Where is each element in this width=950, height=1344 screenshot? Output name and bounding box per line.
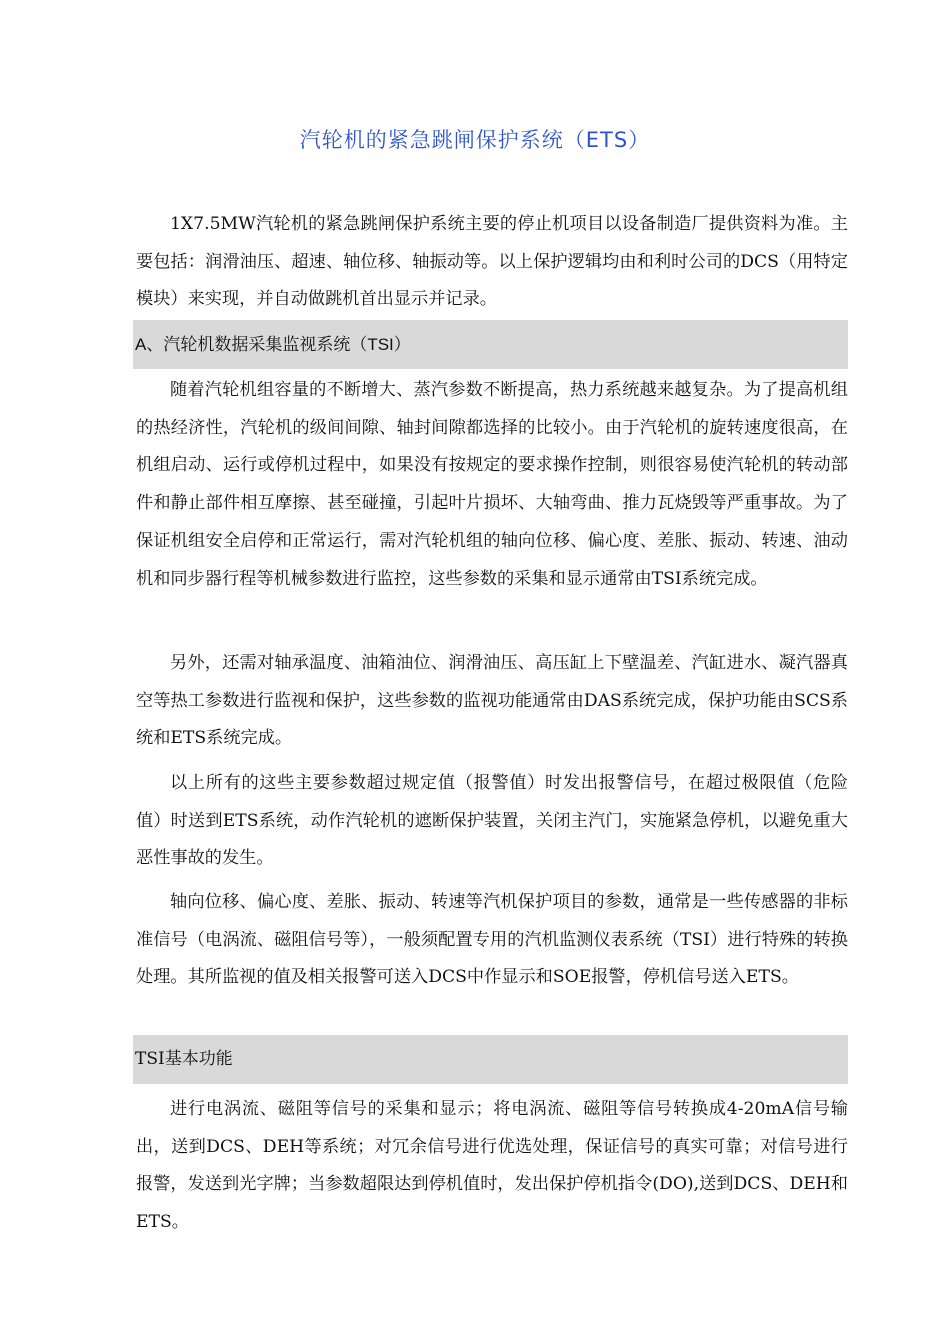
paragraph-4: 轴向位移、偏心度、差胀、振动、转速等汽机保护项目的参数，通常是一些传感器的非标准信号（电涡流、磁阻信号等），一般须配置专用的汽机监测仪表系统（TSI）进行特殊的转换处理。其所监视的值及相关报警可送入DCS中作显示和SOE报警，停机信号送入ETS。 xyxy=(136,892,848,988)
paragraph-3: 以上所有的这些主要参数超过规定值（报警值）时发出报警信号，在超过极限值（危险值）时送到ETS系统，动作汽轮机的遮断保护装置，关闭主汽门，实施紧急停机，以避免重大恶性事故的发生。 xyxy=(136,773,848,869)
section-heading-a-text: A、汽轮机数据采集监视系统（TSI） xyxy=(135,335,411,354)
section-heading-b-text: TSI基本功能 xyxy=(135,1049,233,1069)
section-heading-a xyxy=(133,320,848,369)
paragraph-5: 进行电涡流、磁阻等信号的采集和显示；将电涡流、磁阻等信号转换成4-20mA信号输出，送到DCS、DEH等系统；对冗余信号进行优选处理，保证信号的真实可靠；对信号进行报警，发送到光字牌；当参数超限达到停机值时，发出保护停机指令(DO),送到DCS、DEH和ETS。 xyxy=(136,1099,848,1233)
paragraph-2: 另外，还需对轴承温度、油箱油位、润滑油压、高压缸上下壁温差、汽缸进水、凝汽器真空等热工参数进行监视和保护，这些参数的监视功能通常由DAS系统完成，保护功能由SCS系统和ETS系统完成。 xyxy=(136,653,848,749)
section-heading-b xyxy=(133,1035,848,1084)
intro-paragraph: 1X7.5MW汽轮机的紧急跳闸保护系统主要的停止机项目以设备制造厂提供资料为准。主要包括：润滑油压、超速、轴位移、轴振动等。以上保护逻辑均由和利时公司的DCS（用特定模块）来实现，并自动做跳机首出显示并记录。 xyxy=(136,214,848,310)
paragraph-1: 随着汽轮机组容量的不断增大、蒸汽参数不断提高，热力系统越来越复杂。为了提高机组的热经济性，汽轮机的级间间隙、轴封间隙都选择的比较小。由于汽轮机的旋转速度很高，在机组启动、运行或停机过程中，如果没有按规定的要求操作控制，则很容易使汽轮机的转动部件和静止部件相互摩擦、甚至碰撞，引起叶片损坏、大轴弯曲、推力瓦烧毁等严重事故。为了保证机组安全启停和正常运行，需对汽轮机组的轴向位移、偏心度、差胀、振动、转速、油动机和同步器行程等机械参数进行监控，这些参数的采集和显示通常由TSI系统完成。 xyxy=(136,380,848,589)
document-title: 汽轮机的紧急跳闸保护系统（ETS） xyxy=(299,128,651,152)
